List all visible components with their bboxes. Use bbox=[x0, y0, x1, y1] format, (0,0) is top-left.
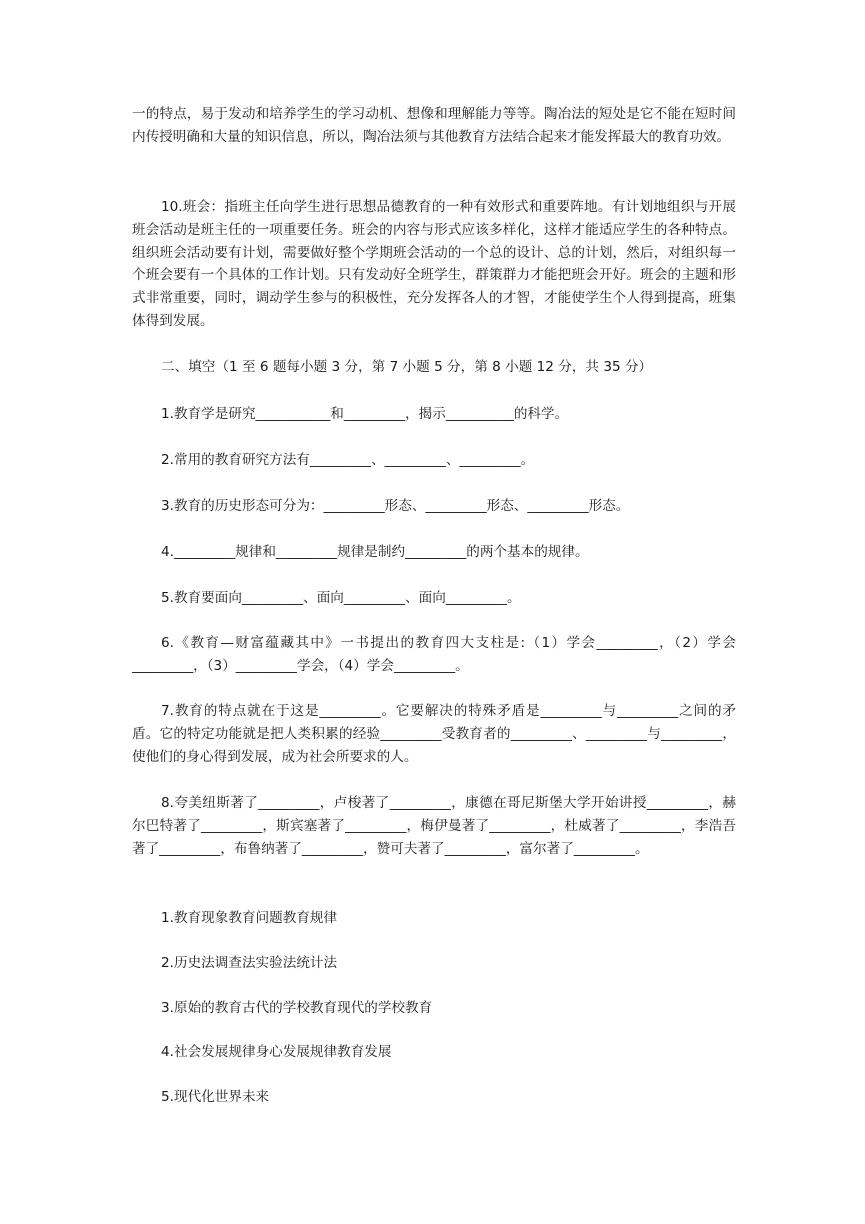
question-5: 5.教育要面向_________、面向_________、面向_________。 bbox=[161, 590, 521, 606]
paragraph-cultivation-method: 一的特点，易于发动和培养学生的学习动机、想像和理解能力等等。陶冶法的短处是它不能在短时间内传授明确和大量的知识信息，所以，陶冶法须与其他教育方法结合起来才能发挥最大的教育功效。 bbox=[132, 106, 736, 145]
answer-3: 3.原始的教育古代的学校教育现代的学校教育 bbox=[161, 1000, 433, 1016]
question-2: 2.常用的教育研究方法有_________、_________、_________。 bbox=[161, 452, 535, 468]
question-7: 7.教育的特点就在于这是_________。它要解决的特殊矛盾是_________与_________之间的矛盾。它的特定功能就是把人类积累的经验_________受教育者的_________、_________与_________，使他们的身心得到发展，成为社会所要求的人。 bbox=[132, 703, 736, 765]
question-8: 8.夸美纽斯著了_________，卢梭著了_________，康德在哥尼斯堡大学开始讲授_________，赫尔巴特著了_________，斯宾塞著了_________，梅伊曼著了_________，杜威著了_________，李浩吾著了_________，布鲁纳著了_________，赞可夫著了_________，富尔著了_________。 bbox=[132, 795, 736, 857]
question-1: 1.教育学是研究___________和_________，揭示__________的科学。 bbox=[161, 406, 569, 422]
question-6: 6.《教育—财富蕴藏其中》一书提出的教育四大支柱是:（1）学会_________，（2）学会_________，（3）_________学会，（4）学会_________。 bbox=[132, 635, 736, 674]
answer-5: 5.现代化世界未来 bbox=[161, 1089, 270, 1105]
answer-1: 1.教育现象教育问题教育规律 bbox=[161, 910, 338, 926]
section-heading-fill-in: 二、填空（1 至 6 题每小题 3 分，第 7 小题 5 分，第 8 小题 12 分，共 35 分） bbox=[161, 359, 653, 375]
paragraph-class-meeting: 10.班会：指班主任向学生进行思想品德教育的一种有效形式和重要阵地。有计划地组织与开展班会活动是班主任的一项重要任务。班会的内容与形式应该多样化，这样才能适应学生的各种特点。组织班会活动要有计划，需要做好整个学期班会活动的一个总的设计、总的计划，然后，对组织每一个班会要有一个具体的工作计划。只有发动好全班学生，群策群力才能把班会开好。班会的主题和形式非常重要，同时，调动学生参与的积极性，充分发挥各人的才智，才能使学生个人得到提高，班集体得到发展。 bbox=[132, 199, 736, 329]
answer-4: 4.社会发展规律身心发展规律教育发展 bbox=[161, 1044, 392, 1060]
question-3: 3.教育的历史形态可分为：_________形态、_________形态、_________形态。 bbox=[161, 498, 630, 514]
question-4: 4._________规律和_________规律是制约_________的两个基本的规律。 bbox=[161, 544, 589, 560]
answer-2: 2.历史法调查法实验法统计法 bbox=[161, 955, 338, 971]
